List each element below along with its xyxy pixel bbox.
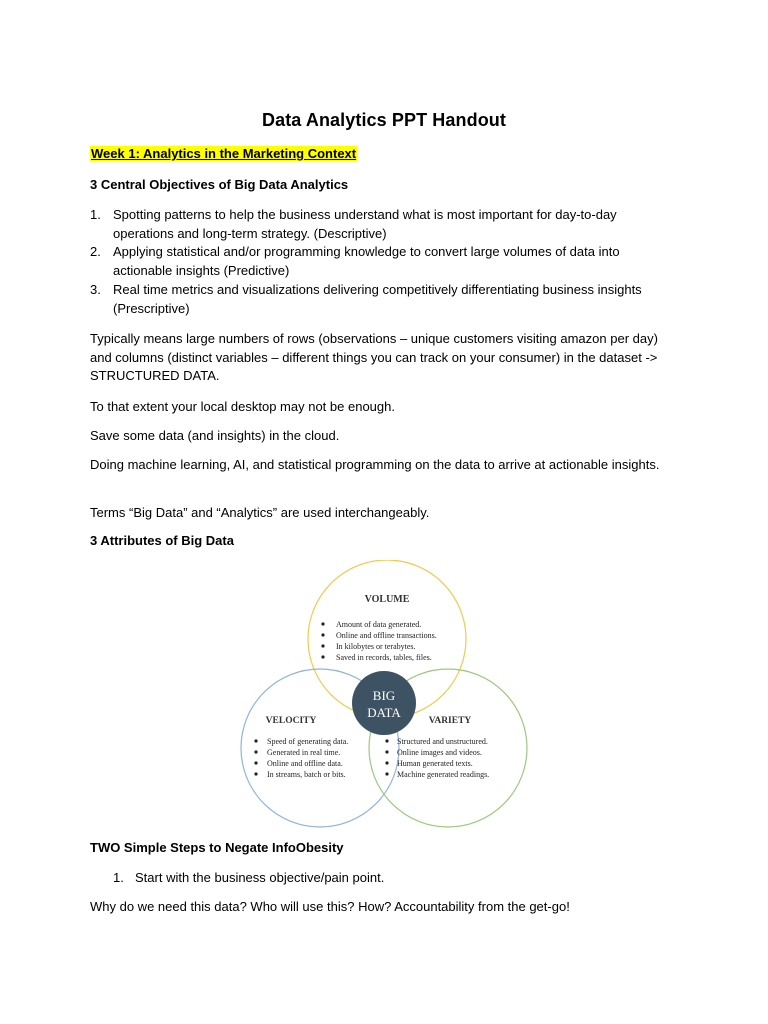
list-item (90, 206, 680, 243)
attributes-heading: 3 Attributes of Big Data (90, 533, 234, 548)
bullet-dot (254, 772, 257, 775)
list-item-text: Start with the business objective/pain point. (135, 870, 385, 885)
week-heading: Week 1: Analytics in the Marketing Context (91, 146, 357, 161)
volume-bullet: In kilobytes or terabytes. (336, 642, 416, 651)
paragraph-machine-learning: Doing machine learning, AI, and statistical programming on the data to arrive at actionable insights. (90, 457, 660, 472)
bullet-dot (254, 750, 257, 753)
list-number: 3. (90, 281, 101, 297)
variety-title: VARIETY (428, 716, 472, 726)
bullet-dot (385, 772, 388, 775)
bullet-dot (321, 655, 324, 658)
paragraph-closing: Why do we need this data? Who will use this? How? Accountability from the get-go! (90, 899, 570, 914)
list-number: 1. (113, 870, 124, 885)
list-item-text: Spotting patterns to help the business understand what is most important for day-to-day operations and long-term strategy. (Descriptive) (113, 207, 617, 241)
bullet-dot (254, 739, 257, 742)
big-data-venn-diagram (240, 560, 528, 830)
list-item-text: Real time metrics and visualizations delivering competitively differentiating business insights (Prescriptive) (113, 281, 642, 316)
paragraph-local-desktop: To that extent your local desktop may not be enough. (90, 399, 395, 414)
paragraph-cloud: Save some data (and insights) in the cloud. (90, 428, 340, 443)
bullet-dot (385, 750, 388, 753)
page-title: Data Analytics PPT Handout (262, 110, 506, 130)
volume-bullet: Amount of data generated. (336, 620, 422, 629)
velocity-bullet: In streams, batch or bits. (267, 770, 346, 779)
paragraph-terms: Terms “Big Data” and “Analytics” are used interchangeably. (90, 505, 430, 520)
list-number: 2. (90, 244, 101, 260)
bullet-dot (321, 622, 324, 625)
bullet-dot (385, 761, 388, 764)
velocity-bullet: Generated in real time. (267, 748, 341, 757)
velocity-bullet: Speed of generating data. (267, 737, 349, 746)
list-item (113, 869, 384, 888)
variety-bullet: Online images and videos. (397, 748, 482, 757)
list-number: 1. (90, 207, 101, 222)
objectives-list (90, 206, 680, 318)
steps-heading: TWO Simple Steps to Negate InfoObesity (90, 840, 344, 855)
volume-title: VOLUME (364, 594, 410, 605)
volume-bullet: Saved in records, tables, files. (336, 653, 432, 662)
objectives-heading: 3 Central Objectives of Big Data Analytics (90, 177, 349, 192)
variety-bullet: Structured and unstructured. (397, 737, 488, 746)
variety-bullet: Human generated texts. (397, 759, 473, 768)
volume-bullet: Online and offline transactions. (336, 631, 437, 640)
center-label-line1: BIG (372, 688, 396, 703)
list-item (90, 281, 680, 318)
bullet-dot (254, 761, 257, 764)
bullet-dot (321, 633, 324, 636)
big-data-center-circle (352, 671, 416, 735)
list-item-text: Applying statistical and/or programming knowledge to convert large volumes of data into actionable insights (Predictive) (113, 244, 620, 279)
velocity-title: VELOCITY (265, 716, 317, 726)
bullet-dot (385, 739, 388, 742)
bullet-dot (321, 644, 324, 647)
steps-list (113, 869, 384, 888)
variety-bullet: Machine generated readings. (397, 770, 490, 779)
list-item (90, 243, 680, 280)
paragraph-structured-data: Typically means large numbers of rows (observations – unique customers visiting amazon per day) and columns (distinct variables – different things you can track on your consumer) in the dataset -> STRUCTURED DATA. (90, 331, 658, 384)
velocity-bullet: Online and offline data. (267, 759, 343, 768)
center-label-line2: DATA (367, 705, 401, 720)
